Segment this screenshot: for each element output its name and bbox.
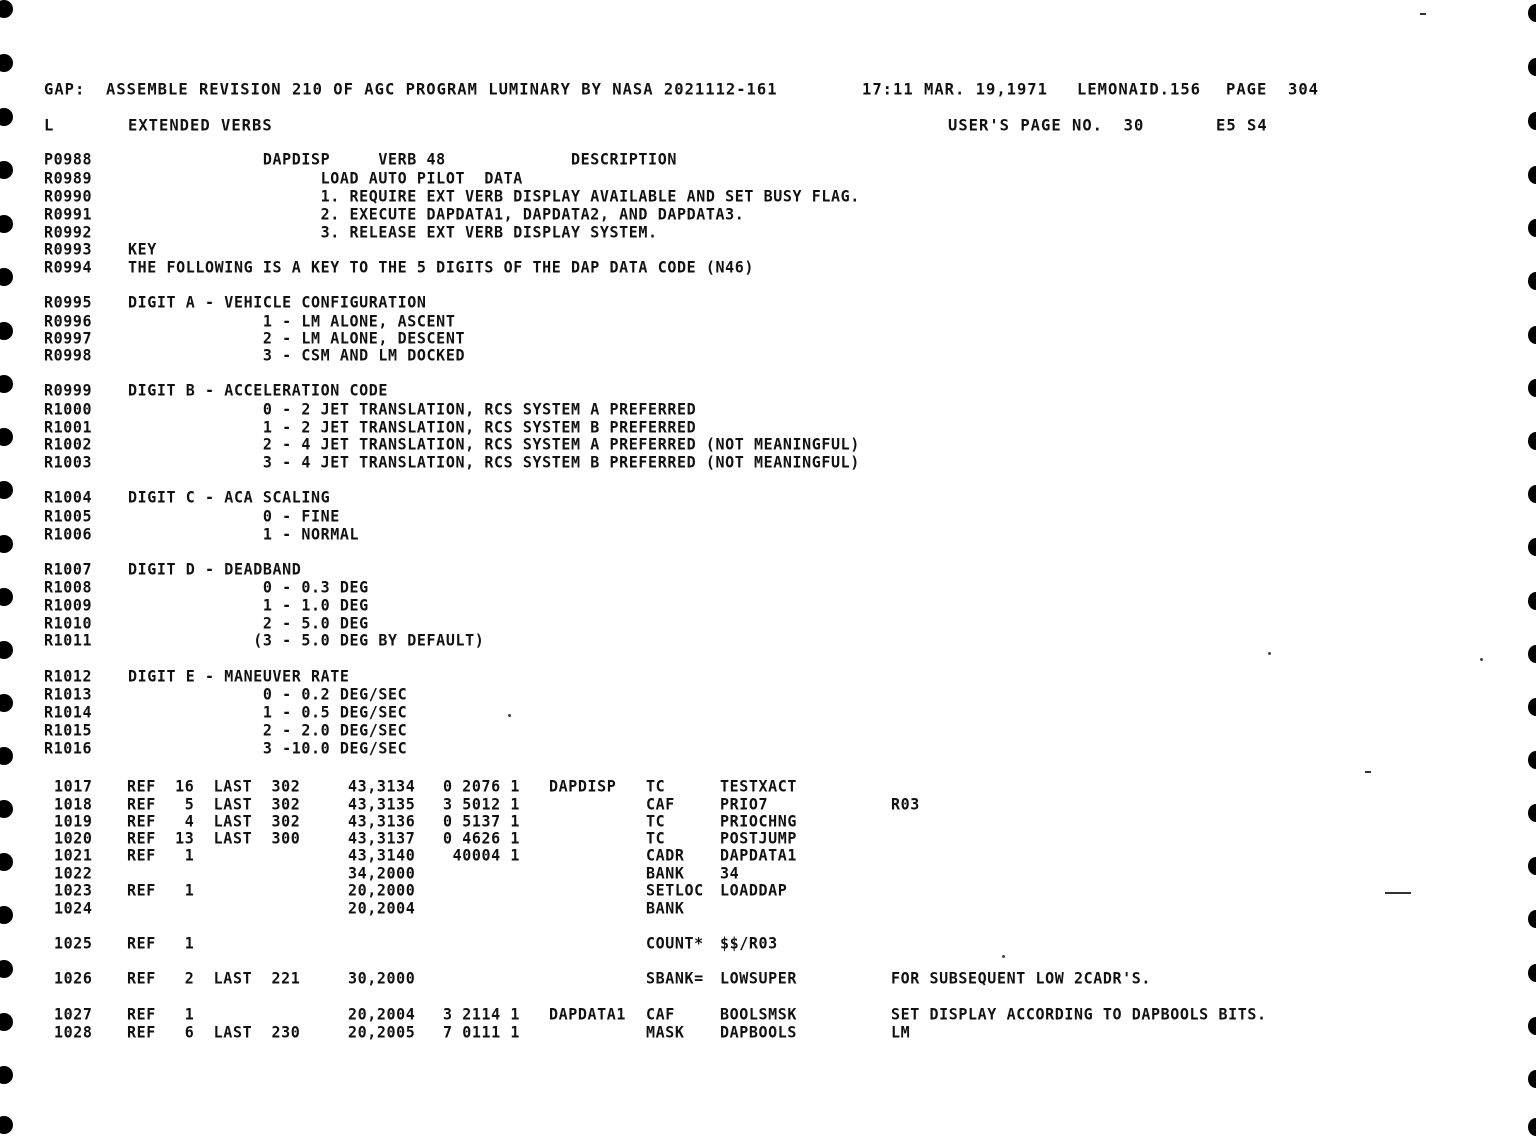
opcode: TC: [646, 776, 666, 796]
feed-hole: [1528, 219, 1536, 237]
line-number: 1028: [54, 1022, 93, 1042]
operand: DAPDATA1: [720, 845, 798, 865]
remark-text: 1 - LM ALONE, ASCENT: [128, 311, 456, 331]
address: 34,2000: [348, 863, 416, 883]
feed-hole: [0, 108, 13, 126]
remark-id: R0995: [44, 292, 93, 312]
remark-text: 1 - 2 JET TRANSLATION, RCS SYSTEM B PREFERRED: [128, 417, 697, 437]
remark-id: R0989: [44, 168, 93, 188]
feed-hole: [0, 375, 13, 393]
octal-word: 0 5137 1: [443, 811, 521, 831]
remark-id: R0997: [44, 328, 93, 348]
remark-text: DAPDISP VERB 48 DESCRIPTION: [128, 149, 677, 169]
remark-id: R1013: [44, 684, 93, 704]
code-label: DAPDISP: [549, 776, 617, 796]
feed-hole: [1528, 698, 1536, 716]
line-number: 1024: [54, 898, 93, 918]
feed-hole: [1528, 910, 1536, 928]
remark-id: R1002: [44, 434, 93, 454]
ref-info: REF 1: [127, 933, 195, 953]
operand: $$/R03: [720, 933, 778, 953]
feed-hole: [1528, 1070, 1536, 1088]
remark-text: 0 - 0.3 DEG: [128, 577, 369, 597]
octal-word: 40004 1: [443, 845, 521, 865]
opcode: SBANK=: [646, 968, 704, 988]
users-page-number: USER'S PAGE NO. 30: [948, 115, 1145, 135]
remark-id: R0994: [44, 257, 93, 277]
feed-hole: [1528, 272, 1536, 290]
feed-hole: [0, 481, 13, 499]
octal-word: 0 4626 1: [443, 828, 521, 848]
line-number: 1021: [54, 845, 93, 865]
remark-id: R1006: [44, 524, 93, 544]
line-number: 1023: [54, 880, 93, 900]
line-number: 1020: [54, 828, 93, 848]
remark-id: R1003: [44, 452, 93, 472]
remark-text: 0 - 2 JET TRANSLATION, RCS SYSTEM A PREFERRED: [128, 399, 697, 419]
remark-id: R0992: [44, 222, 93, 242]
remark-text: THE FOLLOWING IS A KEY TO THE 5 DIGITS OF THE DAP DATA CODE (N46): [128, 257, 754, 277]
feed-hole: [1528, 379, 1536, 397]
remark-id: R0998: [44, 345, 93, 365]
feed-hole: [0, 54, 13, 72]
operand: TESTXACT: [720, 776, 798, 796]
line-number: 1018: [54, 794, 93, 814]
opcode: BANK: [646, 898, 685, 918]
feed-hole: [1528, 166, 1536, 184]
remark-text: DIGIT D - DEADBAND: [128, 559, 302, 579]
remark-id: R1012: [44, 666, 93, 686]
remark-id: R0990: [44, 186, 93, 206]
assembly-ident: LEMONAID.156: [1077, 79, 1201, 99]
line-number: 1026: [54, 968, 93, 988]
line-number: 1019: [54, 811, 93, 831]
remark-text: 2 - 2.0 DEG/SEC: [128, 720, 408, 740]
remark-text: 3 -10.0 DEG/SEC: [128, 738, 408, 758]
opcode: MASK: [646, 1022, 685, 1042]
feed-hole: [0, 694, 13, 712]
operand: PRIO7: [720, 794, 769, 814]
opcode: TC: [646, 811, 666, 831]
operand: POSTJUMP: [720, 828, 798, 848]
remark-id: R0991: [44, 204, 93, 224]
feed-hole: [0, 535, 13, 553]
remark-id: R1015: [44, 720, 93, 740]
feed-hole: [1528, 326, 1536, 344]
feed-hole: [0, 161, 13, 179]
code-comment: FOR SUBSEQUENT LOW 2CADR'S.: [891, 968, 1152, 988]
opcode: BANK: [646, 863, 685, 883]
line-number: 1022: [54, 863, 93, 883]
address: 20,2000: [348, 880, 416, 900]
ref-info: REF 13 LAST 300: [127, 828, 301, 848]
feed-hole: [1528, 964, 1536, 982]
ref-info: REF 1: [127, 880, 195, 900]
feed-hole: [1528, 857, 1536, 875]
code-comment: LM: [891, 1022, 911, 1042]
remark-text: 2 - LM ALONE, DESCENT: [128, 328, 466, 348]
feed-hole: [1528, 4, 1536, 22]
feed-hole: [1528, 751, 1536, 769]
feed-hole: [0, 960, 13, 978]
opcode: CADR: [646, 845, 685, 865]
opcode: CAF: [646, 1004, 675, 1024]
remark-text: 2 - 5.0 DEG: [128, 613, 369, 633]
remark-id: R0999: [44, 380, 93, 400]
remark-text: DIGIT E - MANEUVER RATE: [128, 666, 350, 686]
assembly-time: 17:11 MAR. 19,1971: [862, 79, 1048, 99]
remark-text: 1 - 1.0 DEG: [128, 595, 369, 615]
operand: 34: [720, 863, 740, 883]
print-speck: [1268, 652, 1271, 655]
print-speck: [1002, 955, 1005, 958]
feed-hole: [1528, 804, 1536, 822]
address: 30,2000: [348, 968, 416, 988]
feed-hole: [1528, 538, 1536, 556]
octal-word: 3 2114 1: [443, 1004, 521, 1024]
remark-text: 1 - NORMAL: [128, 524, 360, 544]
remark-text: 0 - 0.2 DEG/SEC: [128, 684, 408, 704]
feed-hole: [1528, 645, 1536, 663]
feed-hole: [1528, 1017, 1536, 1035]
address: 43,3140: [348, 845, 416, 865]
feed-hole: [1528, 58, 1536, 76]
operand: BOOLSMSK: [720, 1004, 798, 1024]
remark-text: KEY: [128, 239, 157, 259]
address: 43,3137: [348, 828, 416, 848]
remark-text: 0 - FINE: [128, 506, 340, 526]
ref-info: REF 4 LAST 302: [127, 811, 301, 831]
ref-info: REF 5 LAST 302: [127, 794, 301, 814]
remark-id: R1005: [44, 506, 93, 526]
address: 20,2005: [348, 1022, 416, 1042]
address: 43,3135: [348, 794, 416, 814]
feed-hole: [0, 588, 13, 606]
print-mark: [1365, 771, 1371, 773]
feed-hole: [0, 428, 13, 446]
feed-hole: [0, 906, 13, 924]
octal-word: 7 0111 1: [443, 1022, 521, 1042]
print-speck: [1480, 658, 1483, 661]
opcode: SETLOC: [646, 880, 704, 900]
code-label: DAPDATA1: [549, 1004, 627, 1024]
feed-hole: [0, 0, 13, 18]
octal-word: 0 2076 1: [443, 776, 521, 796]
feed-hole: [1528, 592, 1536, 610]
feed-hole: [0, 1066, 13, 1084]
remark-text: DIGIT C - ACA SCALING: [128, 487, 331, 507]
remark-id: R1016: [44, 738, 93, 758]
remark-id: R1000: [44, 399, 93, 419]
operand: DAPBOOLS: [720, 1022, 798, 1042]
opcode: CAF: [646, 794, 675, 814]
remark-id: R1001: [44, 417, 93, 437]
opcode: TC: [646, 828, 666, 848]
remark-id: R1014: [44, 702, 93, 722]
address: 20,2004: [348, 1004, 416, 1024]
feed-hole: [0, 800, 13, 818]
print-speck: [508, 714, 511, 717]
remark-id: R1011: [44, 630, 93, 650]
ref-info: REF 1: [127, 1004, 195, 1024]
feed-hole: [0, 1013, 13, 1031]
operand: PRIOCHNG: [720, 811, 798, 831]
subheader-code: L: [44, 115, 55, 135]
remark-id: R1008: [44, 577, 93, 597]
line-number: 1017: [54, 776, 93, 796]
remark-text: 2 - 4 JET TRANSLATION, RCS SYSTEM A PREFERRED (NOT MEANINGFUL): [128, 434, 860, 454]
sheet-code: E5 S4: [1216, 115, 1268, 135]
print-mark: [1385, 892, 1411, 894]
feed-hole: [0, 268, 13, 286]
feed-hole: [0, 215, 13, 233]
remark-id: R0993: [44, 239, 93, 259]
remark-text: 3 - CSM AND LM DOCKED: [128, 345, 466, 365]
remark-text: LOAD AUTO PILOT DATA: [128, 168, 523, 188]
feed-hole: [0, 322, 13, 340]
ref-info: REF 2 LAST 221: [127, 968, 301, 988]
remark-text: 2. EXECUTE DAPDATA1, DAPDATA2, AND DAPDATA3.: [128, 204, 745, 224]
address: 20,2004: [348, 898, 416, 918]
code-comment: R03: [891, 794, 920, 814]
address: 43,3134: [348, 776, 416, 796]
page-number: PAGE 304: [1226, 79, 1319, 99]
remark-id: R1009: [44, 595, 93, 615]
line-number: 1025: [54, 933, 93, 953]
remark-id: R1004: [44, 487, 93, 507]
feed-hole: [1528, 112, 1536, 130]
remark-text: DIGIT B - ACCELERATION CODE: [128, 380, 389, 400]
code-comment: SET DISPLAY ACCORDING TO DAPBOOLS BITS.: [891, 1004, 1267, 1024]
feed-hole: [0, 853, 13, 871]
remark-text: DIGIT A - VEHICLE CONFIGURATION: [128, 292, 427, 312]
octal-word: 3 5012 1: [443, 794, 521, 814]
feed-hole: [0, 1116, 13, 1134]
remark-text: 3. RELEASE EXT VERB DISPLAY SYSTEM.: [128, 222, 658, 242]
feed-hole: [0, 641, 13, 659]
feed-hole: [0, 747, 13, 765]
remark-id: R1010: [44, 613, 93, 633]
remark-text: 3 - 4 JET TRANSLATION, RCS SYSTEM B PREFERRED (NOT MEANINGFUL): [128, 452, 860, 472]
listing-title: GAP: ASSEMBLE REVISION 210 OF AGC PROGRAM LUMINARY BY NASA 2021112-161: [44, 79, 778, 99]
remark-id: R0996: [44, 311, 93, 331]
feed-hole: [1528, 1118, 1536, 1136]
remark-text: 1 - 0.5 DEG/SEC: [128, 702, 408, 722]
operand: LOWSUPER: [720, 968, 798, 988]
print-mark: [1420, 13, 1426, 15]
ref-info: REF 16 LAST 302: [127, 776, 301, 796]
ref-info: REF 1: [127, 845, 195, 865]
address: 43,3136: [348, 811, 416, 831]
opcode: COUNT*: [646, 933, 704, 953]
remark-text: (3 - 5.0 DEG BY DEFAULT): [128, 630, 485, 650]
operand: LOADDAP: [720, 880, 788, 900]
feed-hole: [1528, 485, 1536, 503]
remark-id: R1007: [44, 559, 93, 579]
remark-text: 1. REQUIRE EXT VERB DISPLAY AVAILABLE AND SET BUSY FLAG.: [128, 186, 860, 206]
ref-info: REF 6 LAST 230: [127, 1022, 301, 1042]
feed-hole: [1528, 432, 1536, 450]
section-title: EXTENDED VERBS: [128, 115, 273, 135]
line-number: 1027: [54, 1004, 93, 1024]
remark-id: P0988: [44, 149, 93, 169]
